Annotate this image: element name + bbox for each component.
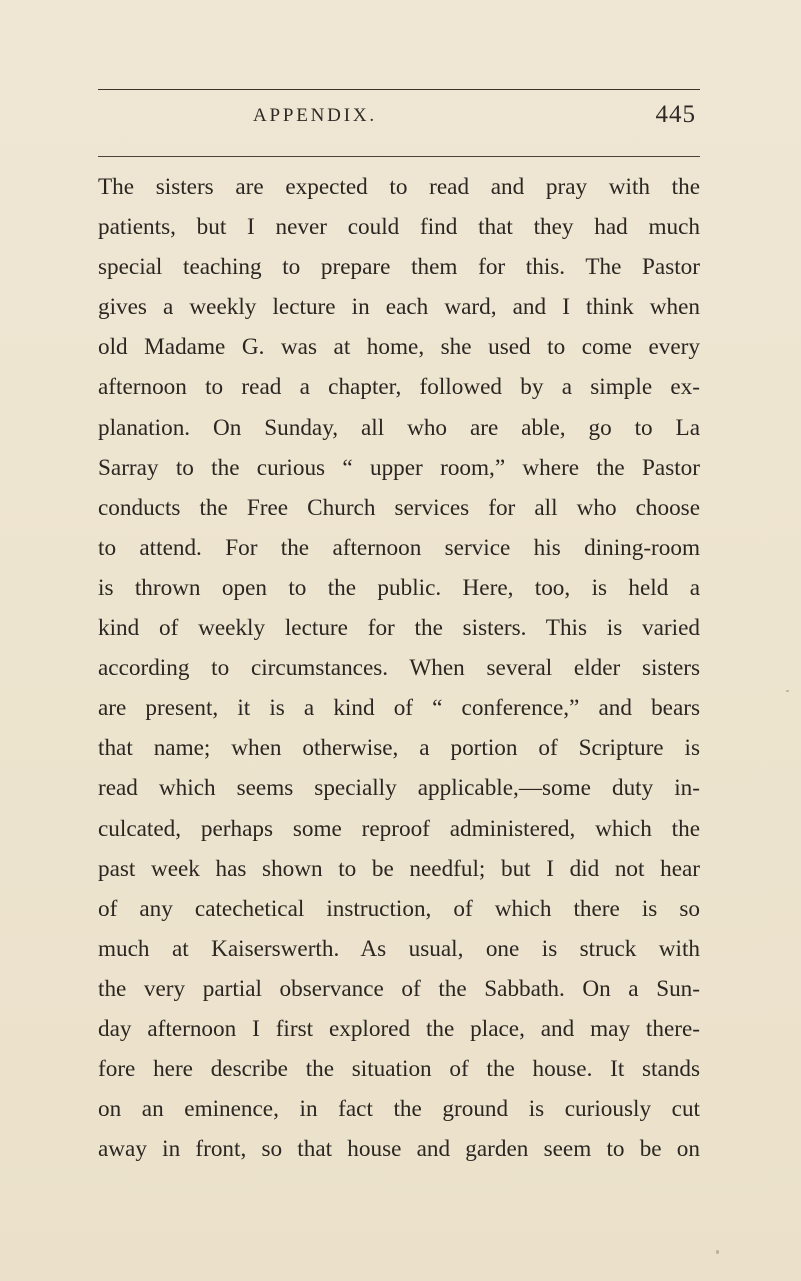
text-line: Sarray to the curious “ upper room,” where the Pastor — [98, 454, 700, 481]
text-line: of any catechetical instruction, of which there is so — [98, 895, 700, 922]
page-number: 445 — [655, 101, 696, 128]
text-line: that name; when otherwise, a portion of Scripture is — [98, 735, 700, 762]
top-rule — [98, 89, 700, 90]
page-header — [98, 101, 700, 141]
text-line: culcated, perhaps some reproof administered, which the — [98, 815, 700, 842]
body-paragraph — [98, 167, 700, 1169]
text-line: are present, it is a kind of “ conference,” and bears — [98, 695, 700, 722]
text-line: much at Kaiserswerth. As usual, one is struck with — [98, 935, 700, 962]
text-line: past week has shown to be needful; but I did not hear — [98, 855, 700, 882]
text-line: according to circumstances. When several elder sisters — [98, 655, 700, 682]
text-line: to attend. For the afternoon service his dining-room — [98, 534, 700, 561]
text-line: read which seems specially applicable,—some duty in- — [98, 775, 700, 802]
text-line: conducts the Free Church services for all who choose — [98, 494, 700, 521]
text-line: afternoon to read a chapter, followed by a simple ex- — [98, 374, 700, 401]
text-line: is thrown open to the public. Here, too, is held a — [98, 574, 700, 601]
text-line: the very partial observance of the Sabbath. On a Sun- — [98, 975, 700, 1002]
text-line: planation. On Sunday, all who are able, go to La — [98, 414, 700, 441]
running-head: APPENDIX. — [253, 105, 377, 126]
text-line: day afternoon I first explored the place, and may there- — [98, 1015, 700, 1042]
text-line: on an eminence, in fact the ground is curiously cut — [98, 1096, 700, 1123]
text-line: The sisters are expected to read and pray with the — [98, 174, 700, 200]
text-line: gives a weekly lecture in each ward, and I think when — [98, 294, 700, 321]
header-rule — [98, 156, 700, 157]
text-line: old Madame G. was at home, she used to come every — [98, 334, 700, 361]
text-line: kind of weekly lecture for the sisters. This is varied — [98, 615, 700, 642]
text-line: patients, but I never could find that they had much — [98, 214, 700, 241]
paper-speck — [716, 1250, 719, 1254]
paper-speck — [786, 690, 789, 692]
text-line: fore here describe the situation of the house. It stands — [98, 1056, 700, 1083]
text-line: special teaching to prepare them for this. The Pastor — [98, 254, 700, 281]
text-line: away in front, so that house and garden seem to be on — [98, 1136, 700, 1163]
